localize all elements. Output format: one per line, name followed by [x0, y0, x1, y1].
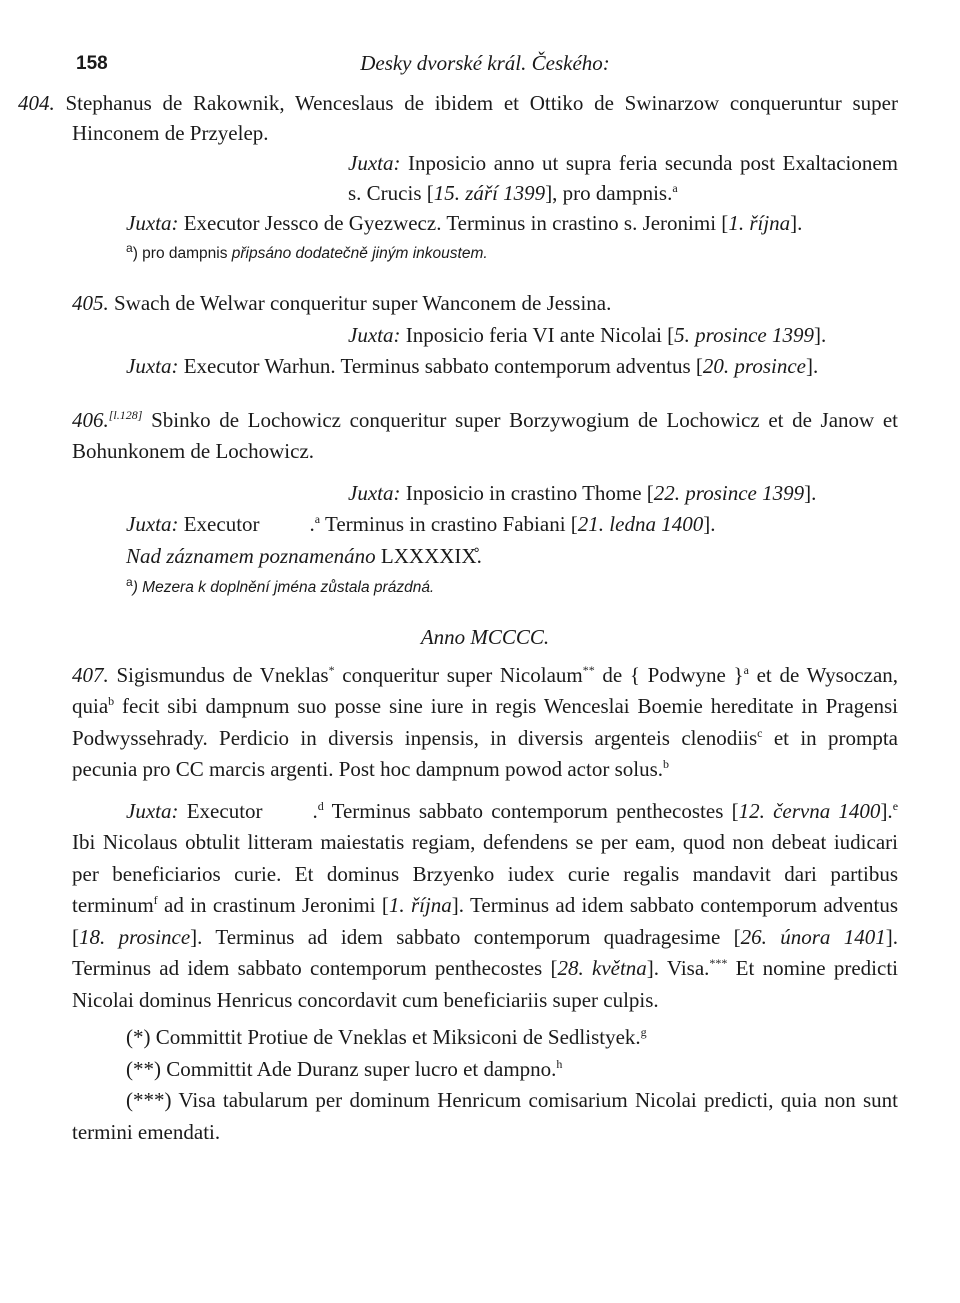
- page-number: 158: [76, 53, 108, 74]
- footnote-marker: f: [153, 893, 158, 907]
- footnote-marker: a: [126, 240, 133, 255]
- entry-406-number: 406.: [72, 407, 109, 432]
- note-text: Visa tabularum per dominum Henricum comisarium Nicolai predicti, quia non sunt termini emendati.: [72, 1088, 898, 1144]
- entry-406-juxta-2: Juxta: Executor .$^a$ Terminus in crastino Fabiani [21. ledna 1400].: [126, 512, 716, 536]
- juxta-text: Terminus in crastino Fabiani [: [324, 512, 578, 536]
- entry-406-text: [72, 405, 898, 468]
- entry-405-text: [72, 288, 898, 320]
- entry-407-note-2: [72, 1054, 898, 1086]
- juxta-text: ], pro dampnis.: [545, 181, 673, 205]
- juxta-text: ]. Visa.: [646, 956, 710, 980]
- note-marker: (*): [126, 1025, 151, 1049]
- date-annotation: 1. října: [388, 893, 452, 917]
- editorial-note: Nad záznamem poznamenáno: [126, 543, 376, 568]
- juxta-text: ].: [880, 798, 893, 823]
- year-heading: Anno MCCCC.: [420, 625, 550, 649]
- footnote-text: ) Mezera k doplnění jména zůstala prázdná.: [132, 579, 435, 596]
- entry-406-note: [72, 541, 898, 573]
- entry-text: de { Podwyne }: [594, 662, 744, 687]
- juxta-text: ad in crastinum Jeronimi [: [157, 893, 389, 917]
- juxta-label: Juxta:: [348, 480, 401, 505]
- footnote-marker: a: [314, 512, 321, 526]
- juxta-text: Executor: [186, 798, 263, 823]
- spacer: [72, 383, 898, 405]
- juxta-label: Juxta:: [348, 151, 401, 175]
- entry-404-juxta-1: [72, 148, 898, 208]
- page-header: [72, 48, 898, 88]
- date-annotation: 12. června 1400: [738, 798, 881, 823]
- date-annotation: 5. prosince 1399: [674, 322, 814, 347]
- date-annotation: 22. prosince 1399: [653, 480, 805, 505]
- entry-404-text: [18, 88, 898, 148]
- entry-405-body: Swach de Welwar conqueritur super Wanconem de Jessina.: [114, 291, 612, 315]
- entry-406-footnote: [72, 576, 898, 600]
- entry-407-note-3: [72, 1085, 898, 1148]
- juxta-text: Inposicio in crastino Thome [: [405, 480, 654, 505]
- juxta-text: ].: [804, 480, 817, 505]
- footnote-marker: b: [663, 757, 670, 771]
- entry-407-text: [72, 660, 898, 786]
- juxta-label: Juxta:: [348, 322, 401, 347]
- juxta-text: Executor Warhun. Terminus sabbato contemporum adventus [: [183, 354, 703, 378]
- footnote-text: připsáno dodatečně jiným inkoustem.: [231, 245, 488, 262]
- entry-404-body: Stephanus de Rakownik, Wenceslaus de ibidem et Ottiko de Swinarzow conqueruntur super Hinconem de Przyelep.: [65, 91, 898, 145]
- entry-406: [72, 405, 898, 601]
- spacer: [72, 266, 898, 288]
- juxta-text: ]. Terminus ad idem sabbato contemporum quadragesime [: [190, 924, 741, 949]
- footnote-marker: *: [328, 662, 335, 677]
- entry-text: conqueritur super Nicolaum: [334, 662, 583, 687]
- folio-marker: [l.128]: [108, 407, 143, 422]
- entry-404-footnote: [72, 242, 898, 266]
- entry-404-number: 404.: [18, 91, 55, 115]
- date-annotation: 18. prosince: [79, 924, 191, 949]
- date-annotation: 15. září 1399: [433, 181, 546, 205]
- entry-405-juxta-2: [72, 351, 898, 383]
- footnote-marker: e: [892, 798, 899, 813]
- entry-text: et in prompta pecunia pro CC marcis argenti. Post hoc dampnum powod actor solus.: [72, 725, 898, 781]
- date-annotation: 1. října: [728, 211, 791, 235]
- footnote-marker: a: [672, 181, 678, 195]
- document-page: [18, 48, 899, 1148]
- juxta-text: ].: [790, 211, 803, 235]
- juxta-text: ].: [805, 354, 819, 378]
- juxta-text: Inposicio anno ut supra feria secunda post Exaltacionem s. Crucis [: [348, 151, 899, 205]
- entry-407-note-1: [72, 1022, 898, 1054]
- juxta-label: Juxta:: [126, 512, 179, 536]
- footnote-marker: b: [108, 694, 115, 708]
- date-annotation: 28. května: [557, 956, 647, 980]
- note-text: Committit Ade Duranz super lucro et dampno.: [161, 1056, 557, 1081]
- entry-406-body: Sbinko de Lochowicz conqueritur super Borzywogium de Lochowicz et de Janow et Bohunkonem de Lochowicz.: [72, 407, 899, 463]
- date-annotation: 26. února 1401: [740, 924, 886, 949]
- juxta-text: Inposicio feria VI ante Nicolai [: [405, 322, 675, 347]
- footnote-marker: g: [640, 1025, 647, 1039]
- entry-405: [72, 288, 898, 383]
- entry-404-juxta-2: [72, 208, 898, 238]
- juxta-label: Juxta:: [126, 211, 179, 235]
- juxta-label: Juxta:: [126, 354, 179, 378]
- juxta-label: Juxta:: [126, 798, 179, 823]
- entry-text: et de Wysoczan, quia: [72, 662, 899, 718]
- footnote-marker: h: [556, 1056, 563, 1071]
- entry-text: fecit sibi dampnum suo posse sine iure in regis Wenceslai Boemie hereditate in Pragensi Podwyssehrady. Perdicio in diversis inpensis, in diversis argenteis clenodiis: [72, 694, 898, 750]
- juxta-text: ].: [703, 512, 716, 536]
- date-annotation: 20. prosince: [702, 354, 806, 378]
- juxta-text: Executor: [183, 512, 260, 536]
- note-text: Committit Protiue de Vneklas et Miksiconi de Sedlistyek.: [150, 1025, 641, 1049]
- footnote-marker: a: [126, 574, 133, 589]
- footnote-marker: d: [317, 798, 324, 813]
- entry-405-juxta-1: [72, 320, 898, 352]
- juxta-text: ].: [813, 322, 827, 347]
- running-title: Desky dvorské král. Českého:: [360, 51, 610, 75]
- juxta-text: Executor Jessco de Gyezwecz. Terminus in crastino s. Jeronimi [: [183, 211, 729, 235]
- juxta-text: Terminus sabbato contemporum penthecostes [: [331, 798, 739, 823]
- juxta-text: Et nomine predicti Nicolai dominus Henricus concordavit cum beneficiariis super culpis.: [72, 956, 898, 1012]
- entry-407-number: 407.: [72, 662, 109, 687]
- entry-404: [18, 88, 899, 266]
- footnote-text: ) pro dampnis: [132, 245, 232, 262]
- footnote-marker: **: [582, 662, 595, 677]
- entry-407-juxta: Juxta: Executor .$^d$ Terminus sabbato contemporum penthecostes [12. června 1400].$^e$ Ibi Nicolaus obtulit litteram maiestatis regiam, defendens se per eam, quod non debeat iudicari per beneficiarios curie. Et dominus Brzyenko iudex curie regalis mandavit dari partibus terminum$^f$ ad in crastinum Jeronimi [1. října]. Terminus ad idem sabbato contemporum adventus [18. prosince]. Terminus ad idem sabbato contemporum quadragesime [26. února 1401]. Terminus ad idem sabbato contemporum penthecostes [28. května]. Visa.*** Et nomine predicti Nicolai dominus Henricus concordavit cum beneficiariis super culpis.: [72, 798, 899, 1012]
- entry-407: [72, 660, 898, 1149]
- footnote-marker: ***: [709, 956, 728, 970]
- entry-406-juxta-1: [72, 478, 898, 510]
- note-marker: (**): [126, 1056, 161, 1081]
- footnote-marker: c: [757, 725, 763, 740]
- date-annotation: 21. ledna 1400: [577, 512, 704, 536]
- entry-405-number: 405.: [72, 291, 109, 315]
- note-marker: (***): [126, 1088, 172, 1112]
- footnote-marker: a: [743, 662, 749, 677]
- juxta-text: Ibi Nicolaus obtulit litteram maiestatis regiam, defendens se per eam, quod non debeat iudicari per beneficiarios curie. Et dominus Brzyenko iudex curie regalis mandavit dari partibus terminum: [72, 830, 898, 917]
- editorial-note-number: LXXXXIX̊.: [380, 543, 482, 568]
- entry-text: Sigismundus de Vneklas: [116, 662, 329, 687]
- juxta-text: ]. Terminus ad idem sabbato contemporum penthecostes [: [72, 924, 898, 980]
- juxta-text: ]. Terminus ad idem sabbato contemporum adventus [: [72, 893, 899, 949]
